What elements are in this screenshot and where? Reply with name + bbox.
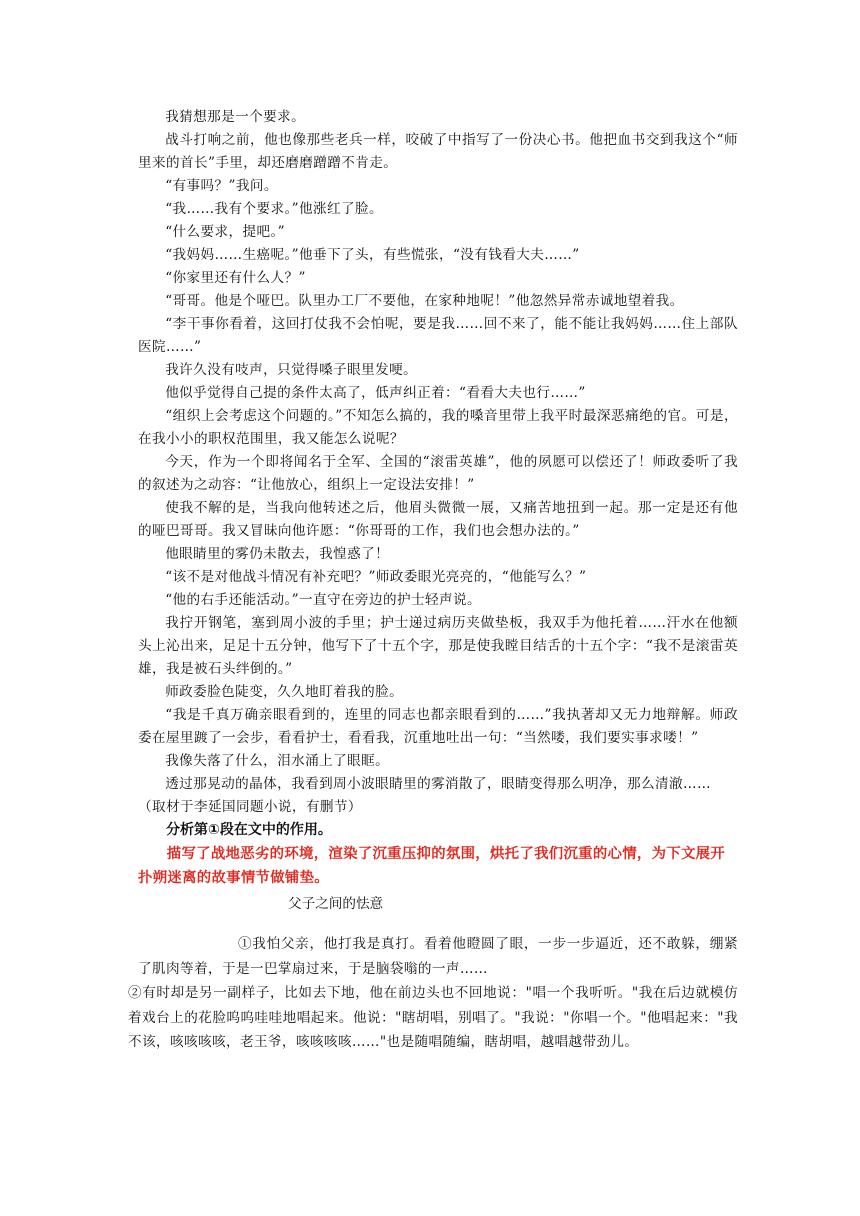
story-paragraph: 使我不解的是，当我向他转述之后，他眉头微微一展，又痛苦地扭到一起。那一定是还有他的哑巴哥哥。我又冒昧向他许愿：“你哥哥的工作，我们也会想办法的。” <box>138 500 738 539</box>
story-paragraph: “我是千真万确亲眼看到的，连里的同志也都亲眼看到的……”我执著却又无力地辩解。师政委在屋里踱了一会步，看看护士，看看我，沉重地吐出一句：“当然喽，我们要实事求喽！” <box>138 707 738 746</box>
essay-paragraph-1: ①我怕父亲，他打我是真打。看着他瞪圆了眼，一步一步逼近，还不敢躲，绷紧了肌肉等着，于是一巴掌扇过来，于是脑袋嗡的一声…… <box>138 936 738 977</box>
story-paragraph: “什么要求，提吧。” <box>165 224 286 240</box>
story-paragraph: 他似乎觉得自己提的条件太高了，低声纠正着：“看看大夫也行……” <box>165 385 586 401</box>
story-paragraph: “他的右手还能活动。”一直守在旁边的护士轻声说。 <box>165 592 481 608</box>
story-paragraph: “你家里还有什么人？” <box>165 270 306 286</box>
story-paragraph: “哥哥。他是个哑巴。队里办工厂不要他，在家种地呢！”他忽然异常赤诚地望着我。 <box>165 293 684 309</box>
story-paragraph: “李干事你看着，这回打仗我不会怕呢，要是我……回不来了，能不能让我妈妈……住上部队医院……” <box>138 316 738 355</box>
story-paragraph: 战斗打响之前，他也像那些老兵一样，咬破了中指写了一份决心书。他把血书交到我这个“师里来的首长”手里，却还磨磨蹭蹭不肯走。 <box>138 132 738 171</box>
story-section <box>138 106 738 819</box>
essay-section <box>128 932 738 1055</box>
question-section <box>138 819 738 890</box>
story-paragraph: “该不是对他战斗情况有补充吧？”师政委眼光亮亮的，“他能写么？” <box>165 569 587 585</box>
story-paragraph: 我猜想那是一个要求。 <box>165 109 306 125</box>
story-paragraph: 今天，作为一个即将闻名于全军、全国的“滚雷英雄”，他的夙愿可以偿还了！师政委听了我的叙述为之动容：“让他放心，组织上一定设法安排！” <box>138 454 738 493</box>
story-paragraph: 我许久没有吱声，只觉得嗓子眼里发哽。 <box>165 362 418 378</box>
source-note: （取材于李延国同题小说，有删节） <box>138 799 362 815</box>
document-content <box>128 106 738 1055</box>
story-paragraph: 我像失落了什么，泪水涌上了眼眶。 <box>165 753 390 769</box>
story-paragraph: “组织上会考虑这个问题的。”不知怎么搞的，我的嗓音里带上我平时最深恶痛绝的官。可是，在我小小的职权范围里，我又能怎么说呢？ <box>138 408 738 447</box>
story-paragraph: “有事吗？”我问。 <box>165 178 278 194</box>
essay-paragraph-2: ②有时却是另一副样子，比如去下地，他在前边头也不回地说："唱一个我听听。"我在后边就模仿着戏台上的花脸呜呜哇哇地唱起来。他说："瞎胡唱，别唱了。"我说："你唱一个。"他唱起来："我不该，咳咳咳咳，老王爷，咳咳咳咳……"也是随唱随编，瞎胡唱，越唱越带劲儿。 <box>128 985 738 1050</box>
story-paragraph: 我拧开钢笔，塞到周小波的手里；护士递过病历夹做垫板，我双手为他托着……汗水在他额头上沁出来，足足十五分钟，他写下了十五个字，那是使我瞠目结舌的十五个字：“我不是滚雷英雄，我是被石头绊倒的。” <box>138 615 738 677</box>
story-paragraph: “我……我有个要求。”他涨红了脸。 <box>165 201 383 217</box>
story-paragraph: 他眼睛里的雾仍未散去，我惶惑了！ <box>165 546 390 562</box>
story-paragraph: 师政委脸色陡变，久久地盯着我的脸。 <box>165 684 404 700</box>
story-paragraph: 透过那晃动的晶体，我看到周小波眼睛里的雾消散了，眼睛变得那么明净，那么清澈…… <box>165 776 711 792</box>
essay-title: 父子之间的怯意 <box>288 896 384 912</box>
question-text: 分析第①段在文中的作用。 <box>166 822 332 838</box>
story-paragraph: “我妈妈……生癌呢。”他垂下了头，有些慌张，“没有钱看大夫……” <box>165 247 580 263</box>
answer-text: 描写了战地恶劣的环境，渲染了沉重压抑的氛围，烘托了我们沉重的心情，为下文展开扑朔迷离的故事情节做铺垫。 <box>138 846 726 886</box>
